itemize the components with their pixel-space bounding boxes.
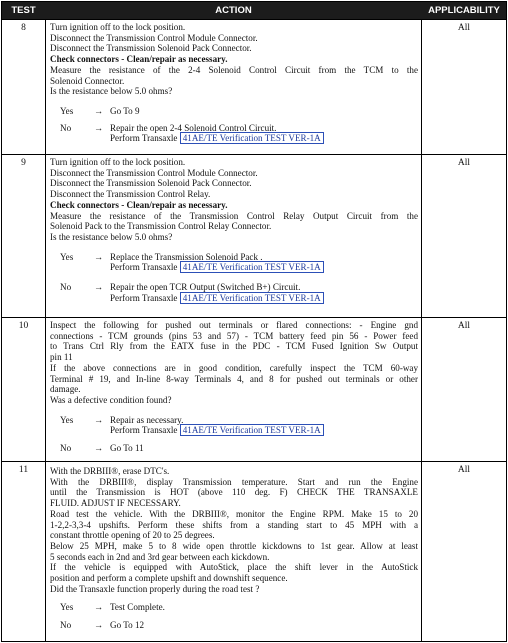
perform-line: Perform Transaxle 41AE/TE Verification TEST VER-1A xyxy=(50,293,418,304)
action-line: Disconnect the Transmission Solenoid Pack Connector. xyxy=(50,43,252,54)
verification-test-link[interactable]: 41AE/TE Verification TEST VER-1A xyxy=(180,132,324,144)
action-line: Inspect the following for pushed out terminals or flared connections: - Engine gnd xyxy=(50,320,418,330)
action-line: With the DRBIII®, display Transmission temperature. Start and run the Engine xyxy=(50,476,418,487)
arrow-icon: → xyxy=(94,602,104,613)
action-line: constant throttle opening of 20 to 25 degrees. xyxy=(50,530,215,541)
verification-test-link[interactable]: 41AE/TE Verification TEST VER-1A xyxy=(180,261,324,273)
action-line: Below 25 MPH, make 5 to 8 wide open throttle kickdowns to 1st gear. Allow at least xyxy=(50,540,418,551)
arrow-icon: → xyxy=(94,105,104,116)
table-row-test-11 xyxy=(2,461,506,641)
action-line-bold: Check connectors - Clean/repair as necessary. xyxy=(50,54,228,65)
table-header xyxy=(2,2,506,19)
perform-line: Perform Transaxle 41AE/TE Verification TEST VER-1A xyxy=(50,425,418,436)
applicability: All xyxy=(457,23,471,33)
header-action: ACTION xyxy=(215,5,252,16)
arrow-icon: → xyxy=(94,122,104,133)
action-line: until the Transmission is HOT (above 110 deg. F) CHECK THE TRANSAXLE xyxy=(50,487,418,498)
action-line: Was a defective condition found? xyxy=(50,394,172,405)
action-line: If the vehicle is equipped with AutoStick, place the shift lever in the AutoStick xyxy=(50,562,418,573)
action-line: With the DRBIII®, erase DTC's. xyxy=(50,466,170,476)
applicability: All xyxy=(457,321,471,331)
test-number: 9 xyxy=(21,158,26,168)
action-line: Is the resistance below 5.0 ohms? xyxy=(50,86,173,97)
action-line: Measure the resistance of the Transmission Control Relay Output Circuit from the xyxy=(50,210,418,221)
action-line: position and perform a complete upshift and downshift sequence. xyxy=(50,573,288,584)
action-line: FLUID. ADJUST IF NECESSARY. xyxy=(50,498,181,509)
applicability: All xyxy=(457,465,471,475)
no-option: No → Go To 11 xyxy=(60,443,144,454)
action-line: Turn ignition off to the lock position. xyxy=(50,22,186,32)
yes-option: Yes → Go To 9 xyxy=(60,105,140,116)
header-test: TEST xyxy=(11,5,36,16)
action-line-bold: Check connectors - Clean/repair as necessary. xyxy=(50,199,228,210)
action-line: If the above connections are in good condition, carefully inspect the TCM 60-way xyxy=(50,362,418,373)
table-row-test-9 xyxy=(2,154,506,317)
no-option: No → Repair the open 2-4 Solenoid Control Circuit. xyxy=(60,122,277,133)
perform-line: Perform Transaxle 41AE/TE Verification TEST VER-1A xyxy=(50,133,418,144)
action-line: Is the resistance below 5.0 ohms? xyxy=(50,231,173,242)
test-number: 11 xyxy=(18,465,29,475)
arrow-icon: → xyxy=(94,251,104,262)
action-line: Turn ignition off to the lock position. xyxy=(50,157,186,167)
action-cell xyxy=(50,320,418,454)
applicability: All xyxy=(457,158,471,168)
action-line: 1-2,2-3,3-4 upshifts. Perform these shifts from a standing start to 45 MPH with a xyxy=(50,519,418,530)
action-line: Solenoid Connector. xyxy=(50,75,125,86)
table-row-test-10 xyxy=(2,317,506,461)
action-line: Measure the resistance of the 2-4 Solenoid Control Circuit from the TCM to the xyxy=(50,64,418,75)
action-line: Terminal # 19, and In-line 8-way Terminals 4, and 8 for pushed out terminals or other xyxy=(50,373,418,384)
action-cell xyxy=(50,466,418,631)
diagnostic-table xyxy=(1,1,507,642)
action-cell xyxy=(50,22,418,144)
action-line: Disconnect the Transmission Control Relay. xyxy=(50,189,211,200)
action-line: 5 seconds each in 2nd and 3rd gear between each kickdown. xyxy=(50,551,270,562)
action-line: Road test the vehicle. With the DRBIII®, monitor the Engine RPM. Make 15 to 20 xyxy=(50,508,418,519)
test-number: 10 xyxy=(18,321,29,331)
action-line: Disconnect the Transmission Solenoid Pack Connector. xyxy=(50,178,252,189)
yes-option: Yes → Replace the Transmission Solenoid Pack . xyxy=(60,251,263,262)
verification-test-link[interactable]: 41AE/TE Verification TEST VER-1A xyxy=(180,292,324,304)
action-line: Did the Transaxle function properly during the road test ? xyxy=(50,583,260,594)
action-line: damage. xyxy=(50,384,81,395)
action-line: Disconnect the Transmission Control Module Connector. xyxy=(50,167,258,178)
arrow-icon: → xyxy=(94,414,104,425)
verification-test-link[interactable]: 41AE/TE Verification TEST VER-1A xyxy=(180,424,324,436)
no-option: No → Go To 12 xyxy=(60,620,145,631)
action-line: connections - TCM grounds (pins 53 and 57) - TCM battery feed pin 56 - Power feed xyxy=(50,330,418,341)
yes-option: Yes → Test Complete. xyxy=(60,602,165,613)
arrow-icon: → xyxy=(94,620,104,631)
action-line: pin 11 xyxy=(50,352,73,363)
table-row-test-8 xyxy=(2,19,506,154)
perform-line: Perform Transaxle 41AE/TE Verification TEST VER-1A xyxy=(50,262,418,273)
action-line: to Trans Ctrl Rly from the EATX fuse in the PDC - TCM Fused Ignition Sw Output xyxy=(50,341,418,352)
yes-option: Yes → Repair as necessary. xyxy=(60,414,184,425)
action-line: Disconnect the Transmission Control Module Connector. xyxy=(50,32,258,43)
action-line: Solenoid Pack to the Transmission Control Relay Connector. xyxy=(50,221,272,232)
arrow-icon: → xyxy=(94,443,104,454)
action-cell xyxy=(50,157,418,303)
header-applicability: APPLICABILITY xyxy=(428,5,500,16)
arrow-icon: → xyxy=(94,282,104,293)
no-option: No → Repair the open TCR Output (Switched B+) Circuit. xyxy=(60,282,301,293)
test-number: 8 xyxy=(21,23,26,33)
